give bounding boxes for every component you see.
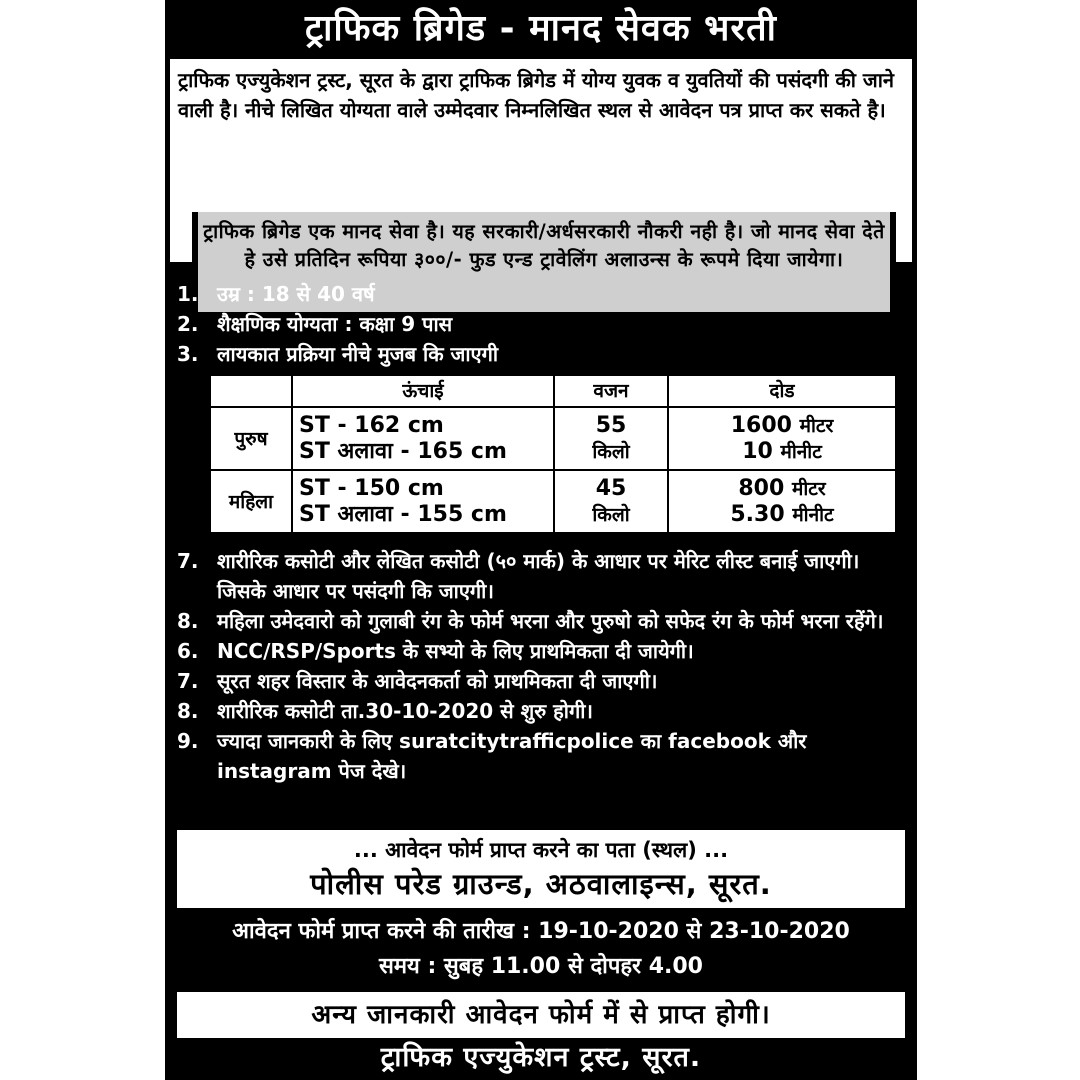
address-value: पोलीस परेड ग्राउन्ड, अठवालाइन्स, सूरत. [310, 867, 772, 901]
table-header-row [210, 375, 896, 407]
run-distance [675, 413, 889, 439]
run-distance-value: 1600 [730, 412, 792, 438]
item-text: सूरत शहर विस्तार के आवेदनकर्ता को प्राथमिकता दी जाएगी। [217, 669, 658, 693]
run-distance [675, 476, 889, 502]
table-row-male [210, 407, 896, 470]
intro-box [170, 59, 912, 271]
height-female-other [299, 502, 547, 528]
item-number: 8. [177, 609, 199, 633]
run-time [675, 502, 889, 528]
table-header-run: दोड [668, 375, 896, 407]
item-number: 1. [177, 282, 199, 306]
item-number: 7. [177, 549, 199, 573]
item-text: शैक्षणिक योग्यता : कक्षा 9 पास [217, 312, 453, 336]
requirements-table [209, 374, 897, 534]
list-item [165, 726, 917, 786]
run-time-unit: मीनीट [792, 503, 834, 526]
run-distance-value: 800 [738, 475, 785, 501]
height-other-value: - 155 cm [392, 501, 507, 527]
footer-trust-name: ट्राफिक एज्युकेशन ट्रस्ट, सूरत. [380, 1042, 702, 1073]
item-text: ज्यादा जानकारी के लिए suratcitytrafficpolice का facebook और instagram पेज देखे। [217, 729, 807, 783]
list-item [165, 309, 917, 339]
height-other-label: ST अलावा [299, 438, 393, 464]
criteria-list [165, 279, 917, 369]
item-text: शारीरिक कसोटी और लेखित कसोटी (५० मार्क) के आधार पर मेरिट लीस्ट बनाई जाएगी। जिसके आधार पर पसंदगी कि जाएगी। [217, 549, 860, 603]
height-female [292, 470, 554, 533]
category-female: महिला [210, 470, 292, 533]
list-item [165, 279, 917, 309]
application-time: समय : सुबह 11.00 से दोपहर 4.00 [379, 954, 703, 979]
table-header-weight: वजन [554, 375, 668, 407]
item-number: 3. [177, 342, 199, 366]
run-distance-unit: मीटर [799, 414, 834, 437]
weight-value: 55 [595, 412, 627, 438]
weight-unit: किलो [592, 503, 630, 526]
height-other-label: ST अलावा [299, 501, 393, 527]
list-item [165, 606, 917, 636]
weight-male [554, 407, 668, 470]
run-female [668, 470, 896, 533]
item-number: 9. [177, 729, 199, 753]
list-item [165, 636, 917, 666]
application-dates: आवेदन फोर्म प्राप्त करने की तारीख : 19-10-2020 से 23-10-2020 [232, 919, 850, 944]
height-female-st: ST - 150 cm [299, 475, 444, 501]
table-header-height: ऊंचाई [292, 375, 554, 407]
weight-unit: किलो [592, 440, 630, 463]
item-number: 6. [177, 639, 199, 663]
height-other-value: - 165 cm [392, 438, 507, 464]
table-row-female [210, 470, 896, 533]
recruitment-poster [165, 0, 917, 1080]
item-number: 7. [177, 669, 199, 693]
more-info-box: अन्य जानकारी आवेदन फोर्म में से प्राप्त होगी। [177, 992, 905, 1038]
run-time-unit: मीनीट [780, 440, 822, 463]
category-male: पुरुष [210, 407, 292, 470]
notice-text: ट्राफिक ब्रिगेड एक मानद सेवा है। यह सरकारी/अर्धसरकारी नौकरी नही है। जो मानद सेवा देते हे उसे प्रतिदिन रूपिया ३००/- फुड एन्ड ट्रावेलिंग अलाउन्स के रूपमे दिया जायेगा। [203, 220, 885, 271]
intro-text: ट्राफिक एज्युकेशन ट्रस्ट, सूरत के द्वारा ट्राफिक ब्रिगेड में योग्य युवक व युवतियों की पसंदगी की जाने वाली है। नीचे लिखित योग्यता वाले उम्मेदवार निम्नलिखित स्थल से आवेदन पत्र प्राप्त कर सकते है। [178, 68, 894, 122]
item-number: 2. [177, 312, 199, 336]
poster-title: ट्राफिक ब्रिगेड - मानद सेवक भरती [304, 8, 778, 49]
address-box [177, 830, 905, 908]
height-male-other [299, 439, 547, 465]
address-label: ... आवेदन फोर्म प्राप्त करने का पता (स्थल) ... [353, 838, 729, 862]
run-time-value: 5.30 [730, 501, 785, 527]
weight-value: 45 [595, 475, 627, 501]
run-male [668, 407, 896, 470]
item-text: महिला उमेदवारो को गुलाबी रंग के फोर्म भरना और पुरुषो को सफेद रंग के फोर्म भरना रहेंगे। [217, 609, 884, 633]
list-item [165, 546, 917, 606]
item-number: 8. [177, 699, 199, 723]
height-male [292, 407, 554, 470]
rules-list [165, 546, 917, 786]
list-item [165, 339, 917, 369]
weight-female [554, 470, 668, 533]
item-text: उम्र : 18 से 40 वर्ष [217, 282, 375, 306]
run-time [675, 439, 889, 465]
item-text: NCC/RSP/Sports के सभ्यो के लिए प्राथमिकता दी जायेगी। [217, 639, 694, 663]
run-time-value: 10 [742, 438, 773, 464]
table-header-empty [210, 375, 292, 407]
list-item [165, 696, 917, 726]
item-text: लायकात प्रक्रिया नीचे मुजब कि जाएगी [217, 342, 499, 366]
list-item [165, 666, 917, 696]
item-text: शारीरिक कसोटी ता.30-10-2020 से शुरु होगी। [217, 699, 594, 723]
height-male-st: ST - 162 cm [299, 412, 444, 438]
run-distance-unit: मीटर [791, 477, 826, 500]
